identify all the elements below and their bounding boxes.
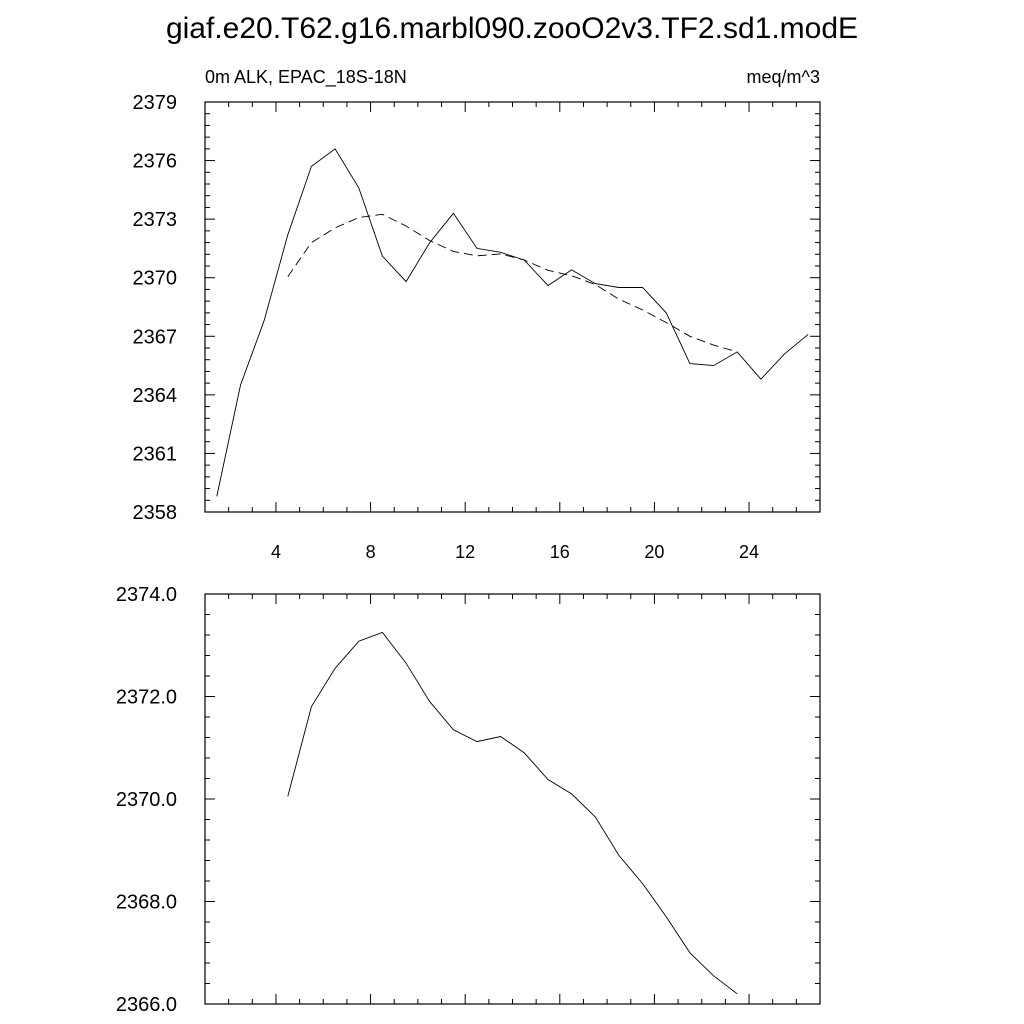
y-tick-label: 2372.0 [115,686,177,709]
dashed-series-line [288,214,737,352]
plot-frame [205,102,820,512]
x-tick-label: 8 [365,542,376,562]
top-panel [133,67,821,562]
figure-title: giaf.e20.T62.g16.marbl090.zooO2v3.TF2.sd1.modE [165,12,859,45]
y-tick-label: 2368.0 [115,891,177,914]
y-tick-label: 2361 [132,443,177,466]
y-tick-label: 2358 [132,502,177,524]
y-tick-label: 2367 [132,326,177,349]
y-tick-label: 2374.0 [115,584,177,606]
y-tick-label: 2376 [132,150,177,173]
y-tick-label: 2370 [132,267,177,290]
top-panel-left-title: 0m ALK, EPAC_18S-18N [205,67,407,87]
x-tick-label: 4 [270,542,281,562]
top-panel-right-title: meq/m^3 [746,67,820,87]
bottom-panel [116,584,820,1016]
x-tick-label: 24 [739,542,760,562]
y-tick-label: 2364 [132,384,177,407]
x-tick-label: 12 [455,542,476,562]
y-tick-label: 2366.0 [115,994,177,1016]
y-tick-label: 2370.0 [115,789,177,811]
x-tick-label: 16 [549,542,570,562]
y-tick-label: 2379 [132,92,177,114]
x-tick-label: 20 [644,542,665,562]
solid-series-line [288,632,737,993]
plot-frame [205,594,820,1004]
solid-series-line [217,149,808,497]
y-tick-label: 2373 [132,209,177,232]
